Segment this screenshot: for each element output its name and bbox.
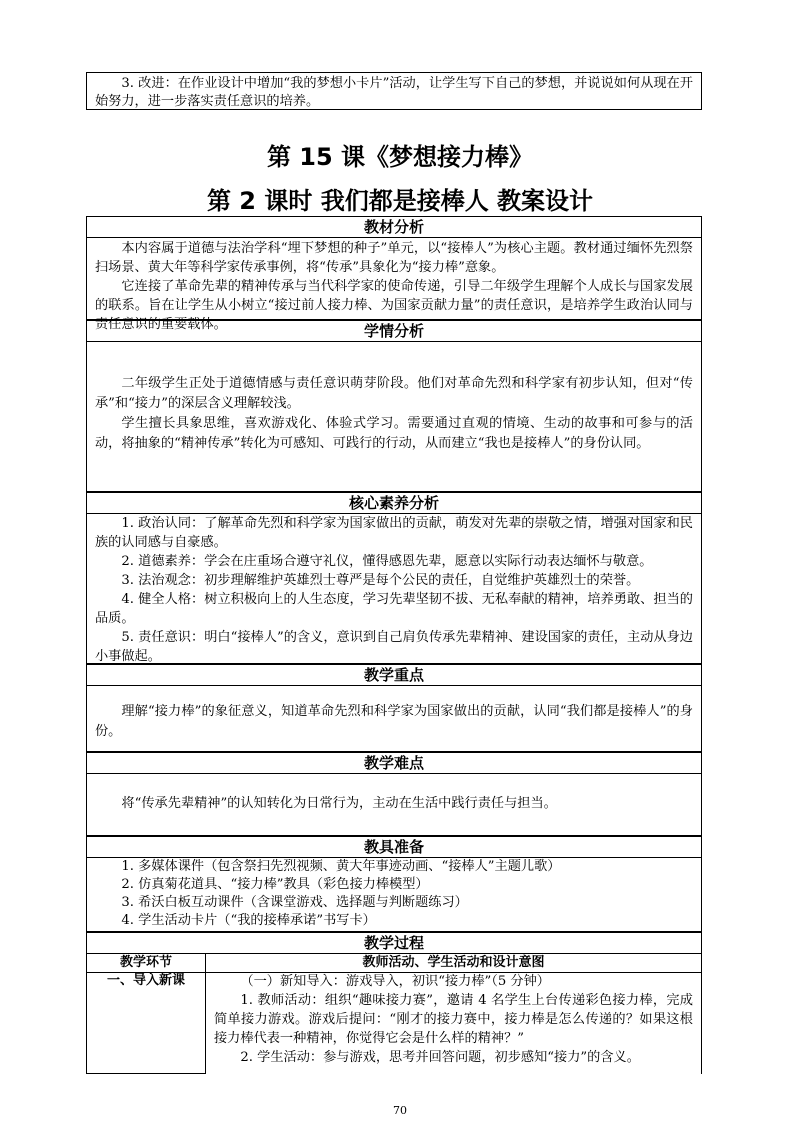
page-number: 70 xyxy=(393,1104,407,1117)
list-item: 2. 仿真菊花道具、“接力棒”教具（彩色接力棒模型） xyxy=(121,877,429,892)
section-header-jiaocai: 教材分析 xyxy=(86,216,702,238)
section-header-zhongdian: 教学重点 xyxy=(86,664,702,686)
paragraph: 它连接了革命先辈的精神传承与当代科学家的使命传递，引导二年级学生理解个人成长与国家发展的联系。旨在让学生从小树立“接过前人接力棒、为国家贡献力量”的责任意识，是培养学生政治认同与责任意识的重要载体。 xyxy=(95,279,693,332)
section-header-nandian: 教学难点 xyxy=(86,752,702,774)
paragraph: 1. 教师活动：组织“趣味接力赛”，邀请 4 名学生上台传递彩色接力棒，完成简单接力游戏。游戏后提问：“刚才的接力赛中，接力棒是怎么传递的？如果这根接力棒代表一种精神，你觉得它会是什么样的精神？” xyxy=(214,993,693,1046)
paragraph: 学生擅长具象思维，喜欢游戏化、体验式学习。需要通过直观的情境、生动的故事和可参与的活动，将抽象的“精神传承”转化为可感知、可践行的行动，从而建立“我也是接棒人”的身份认同。 xyxy=(95,416,693,451)
section-body-nandian xyxy=(86,774,702,836)
section-header-guocheng: 教学过程 xyxy=(86,932,702,954)
paragraph: 1. 政治认同：了解革命先烈和科学家为国家做出的贡献，萌发对先辈的崇敬之情，增强对国家和民族的认同感与自豪感。 xyxy=(95,516,693,550)
section-header-hexin: 核心素养分析 xyxy=(86,492,702,514)
top-continuation-box xyxy=(86,72,702,110)
process-row-stage-cell xyxy=(86,972,206,1074)
section-body-zhongdian xyxy=(86,686,702,752)
paragraph: 5. 责任意识：明白“接棒人”的含义，意识到自己肩负传承先辈精神、建设国家的责任，主动从身边小事做起。 xyxy=(95,630,693,664)
list-item: 3. 希沃白板互动课件（含课堂游戏、选择题与判断题练习） xyxy=(121,895,468,910)
section-header-zhunbei: 教具准备 xyxy=(86,836,702,858)
column-header-activities: 教师活动、学生活动和设计意图 xyxy=(205,953,702,973)
section-header-xueqing: 学情分析 xyxy=(86,320,702,342)
paragraph: 2. 学生活动：参与游戏，思考并回答问题，初步感知“接力”的含义。 xyxy=(240,1050,640,1065)
paragraph: 2. 道德素养：学会在庄重场合遵守礼仪，懂得感恩先辈，愿意以实际行动表达缅怀与敬意。 xyxy=(121,554,653,569)
lesson-subtitle: 第 2 课时 我们都是接棒人 教案设计 xyxy=(206,187,594,215)
paragraph: 本内容属于道德与法治学科“埋下梦想的种子”单元，以“接棒人”为核心主题。教材通过缅怀先烈祭扫场景、黄大年等科学家传承事例，将“传承”具象化为“接力棒”意象。 xyxy=(95,241,693,275)
top-continuation-text: 3. 改进：在作业设计中增加“我的梦想小卡片”活动，让学生写下自己的梦想，并说说如何从现在开始努力，进一步落实责任意识的培养。 xyxy=(95,76,693,109)
list-item: 4. 学生活动卡片（“我的接棒承诺”书写卡） xyxy=(121,913,376,928)
paragraph: （一）新知导入：游戏导入，初识“接力棒”（5 分钟） xyxy=(240,974,550,989)
section-body-zhunbei xyxy=(86,858,702,932)
process-row-content-cell xyxy=(205,972,702,1074)
section-body-hexin xyxy=(86,514,702,664)
paragraph: 4. 健全人格：树立积极向上的人生态度，学习先辈坚韧不拔、无私奉献的精神，培养勇敢、担当的品质。 xyxy=(95,592,693,626)
stage-label: 一、导入新课 xyxy=(106,973,185,988)
list-item: 1. 多媒体课件（包含祭扫先烈视频、黄大年事迹动画、“接棒人”主题儿歌） xyxy=(121,859,561,874)
paragraph: 将“传承先辈精神”的认知转化为日常行为，主动在生活中践行责任与担当。 xyxy=(121,796,557,811)
section-body-xueqing xyxy=(86,342,702,492)
column-header-stage: 教学环节 xyxy=(86,953,206,973)
paragraph: 3. 法治观念：初步理解维护英雄烈士尊严是每个公民的责任，自觉维护英雄烈士的荣誉。 xyxy=(121,573,640,588)
lesson-title: 第 15 课《梦想接力棒》 xyxy=(266,143,534,171)
paragraph: 理解“接力棒”的象征意义，知道革命先烈和科学家为国家做出的贡献，认同“我们都是接棒人”的身份。 xyxy=(95,704,693,739)
paragraph: 二年级学生正处于道德情感与责任意识萌芽阶段。他们对革命先烈和科学家有初步认知，但对“传承”和“接力”的深层含义理解较浅。 xyxy=(95,376,693,411)
